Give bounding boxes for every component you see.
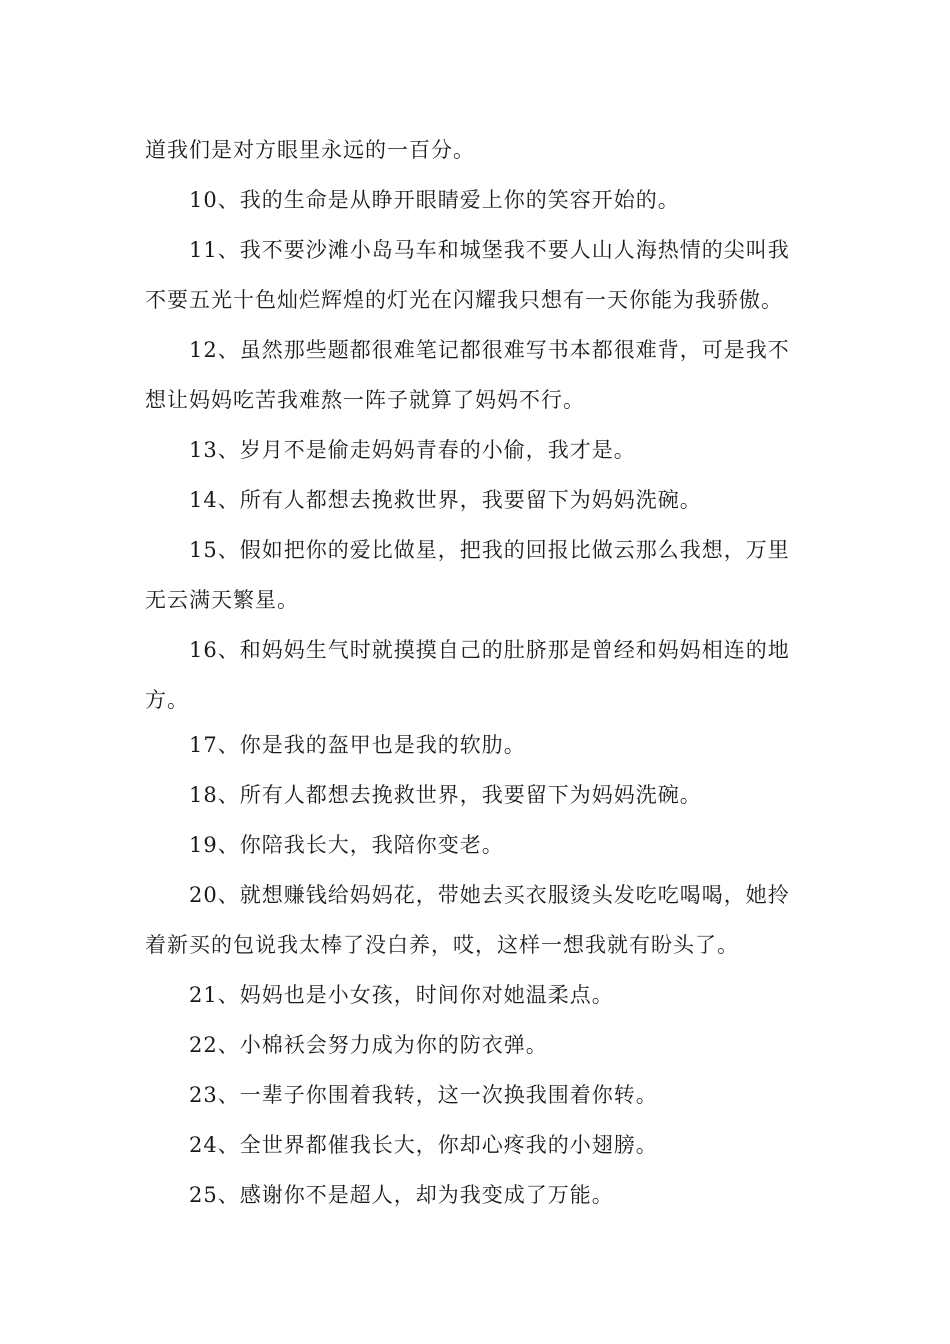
paragraph-item-20 — [145, 870, 807, 970]
paragraph-continuation — [145, 125, 807, 175]
paragraph-item-22 — [145, 1020, 807, 1070]
paragraph-item-19 — [145, 820, 807, 870]
text-line: 不要五光十色灿烂辉煌的灯光在闪耀我只想有一天你能为我骄傲。 — [145, 288, 783, 312]
text-line: 19、你陪我长大，我陪你变老。 — [189, 833, 504, 857]
paragraph-item-14 — [145, 475, 807, 525]
text-line: 14、所有人都想去挽救世界，我要留下为妈妈洗碗。 — [189, 488, 702, 512]
text-line: 20、就想赚钱给妈妈花，带她去买衣服烫头发吃吃喝喝，她拎 — [189, 883, 790, 907]
text-line: 道我们是对方眼里永远的一百分。 — [145, 138, 475, 162]
paragraph-item-24 — [145, 1120, 807, 1170]
paragraph-item-16 — [145, 625, 807, 725]
text-line: 15、假如把你的爱比做星，把我的回报比做云那么我想，万里 — [189, 538, 790, 562]
text-line: 12、虽然那些题都很难笔记都很难写书本都很难背，可是我不 — [189, 338, 790, 362]
text-line: 22、小棉袄会努力成为你的防衣弹。 — [189, 1033, 548, 1057]
paragraph-item-15 — [145, 525, 807, 625]
text-line: 想让妈妈吃苦我难熬一阵子就算了妈妈不行。 — [145, 388, 585, 412]
text-line: 11、我不要沙滩小岛马车和城堡我不要人山人海热情的尖叫我 — [189, 238, 790, 262]
text-line: 10、我的生命是从睁开眼睛爱上你的笑容开始的。 — [189, 188, 680, 212]
text-line: 18、所有人都想去挽救世界，我要留下为妈妈洗碗。 — [189, 783, 702, 807]
text-line: 13、岁月不是偷走妈妈青春的小偷，我才是。 — [189, 438, 636, 462]
paragraph-item-10 — [145, 175, 807, 225]
text-line: 无云满天繁星。 — [145, 588, 299, 612]
text-line: 23、一辈子你围着我转，这一次换我围着你转。 — [189, 1083, 658, 1107]
text-line: 着新买的包说我太棒了没白养，哎，这样一想我就有盼头了。 — [145, 933, 739, 957]
paragraph-item-12 — [145, 325, 807, 425]
paragraph-item-13 — [145, 425, 807, 475]
paragraph-item-17 — [145, 720, 807, 770]
paragraph-item-21 — [145, 970, 807, 1020]
paragraph-item-11 — [145, 225, 807, 325]
text-line: 25、感谢你不是超人，却为我变成了万能。 — [189, 1183, 614, 1207]
text-line: 方。 — [145, 688, 189, 712]
text-line: 16、和妈妈生气时就摸摸自己的肚脐那是曾经和妈妈相连的地 — [189, 638, 790, 662]
paragraph-item-23 — [145, 1070, 807, 1120]
text-line: 24、全世界都催我长大，你却心疼我的小翅膀。 — [189, 1133, 658, 1157]
paragraph-item-25 — [145, 1170, 807, 1220]
paragraph-item-18 — [145, 770, 807, 820]
text-line: 17、你是我的盔甲也是我的软肋。 — [189, 733, 526, 757]
text-line: 21、妈妈也是小女孩，时间你对她温柔点。 — [189, 983, 614, 1007]
